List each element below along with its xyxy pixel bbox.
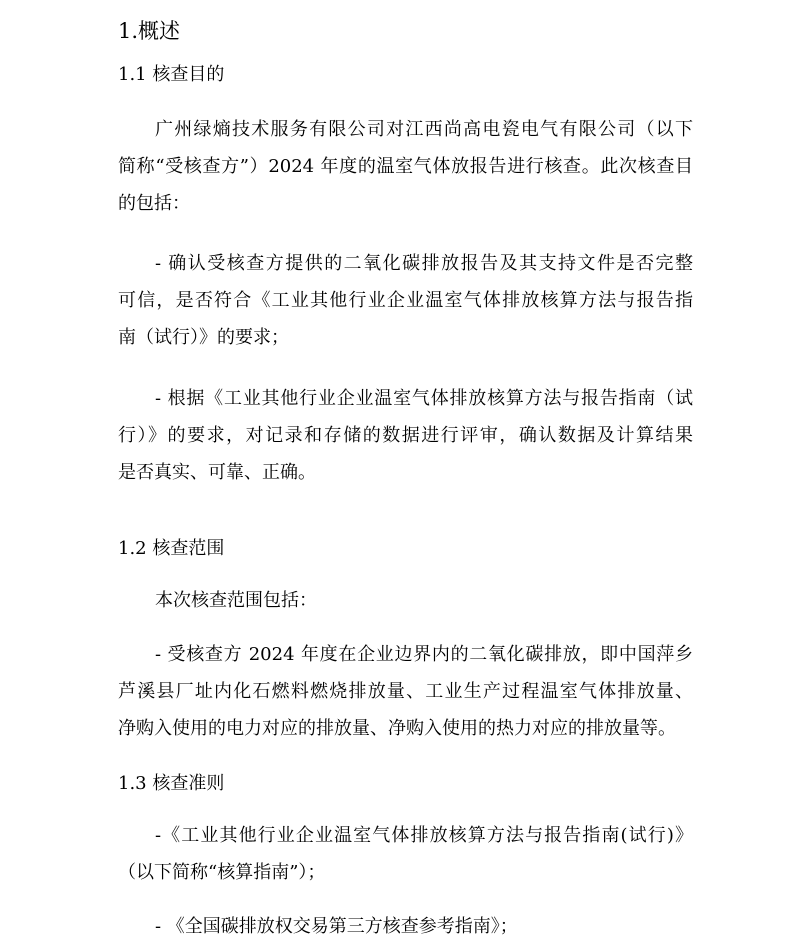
paragraph-line: -《工业其他行业企业温室气体排放核算方法与报告指南(试行)》 [155,825,693,846]
section-1-1-bullet-2 [118,380,693,491]
paragraph-line: 南（试行）》的要求； [118,327,289,348]
section-1-2-bullet-1 [118,636,693,747]
section-1-3-bullet-2 [118,908,693,945]
section-1-3-bullet-1 [118,817,693,891]
paragraph-line: 行）》的要求，对记录和存储的数据进行评审，确认数据及计算结果 [118,425,693,446]
paragraph-line: - 根据《工业其他行业企业温室气体排放核算方法与报告指南（试 [155,388,693,409]
paragraph-line: 芦溪县厂址内化石燃料燃烧排放量、工业生产过程温室气体排放量、 [118,681,693,702]
section-1-1-bullet-1 [118,245,693,356]
paragraph-line: - 确认受核查方提供的二氧化碳排放报告及其支持文件是否完整 [155,253,693,274]
paragraph-line: 广州绿熵技术服务有限公司对江西尚高电瓷电气有限公司（以下 [155,119,693,140]
section-1-1-title: 1.1 核查目的 [118,64,225,85]
paragraph-line: 净购入使用的电力对应的排放量、净购入使用的热力对应的排放量等。 [118,718,676,739]
paragraph-line: 本次核查范围包括： [155,590,317,611]
paragraph-line: 是否真实、可靠、正确。 [118,462,316,483]
paragraph-line: 可信，是否符合《工业其他行业企业温室气体排放核算方法与报告指 [118,290,693,311]
paragraph-line: 的包括： [118,193,190,214]
section-1-title: 1.概述 [118,19,181,43]
paragraph-line: 简称“受核查方”）2024 年度的温室气体放报告进行核查。此次核查目 [118,156,693,177]
section-1-3-title: 1.3 核查准则 [118,773,225,794]
section-1-2-intro [118,582,693,619]
section-1-2-title: 1.2 核查范围 [118,538,225,559]
paragraph-line: （以下简称“核算指南”）； [118,862,326,883]
paragraph-line: - 受核查方 2024 年度在企业边界内的二氧化碳排放，即中国萍乡 [155,644,693,665]
section-1-1-intro [118,111,693,222]
paragraph-line: - 《全国碳排放权交易第三方核查参考指南》； [155,916,518,937]
